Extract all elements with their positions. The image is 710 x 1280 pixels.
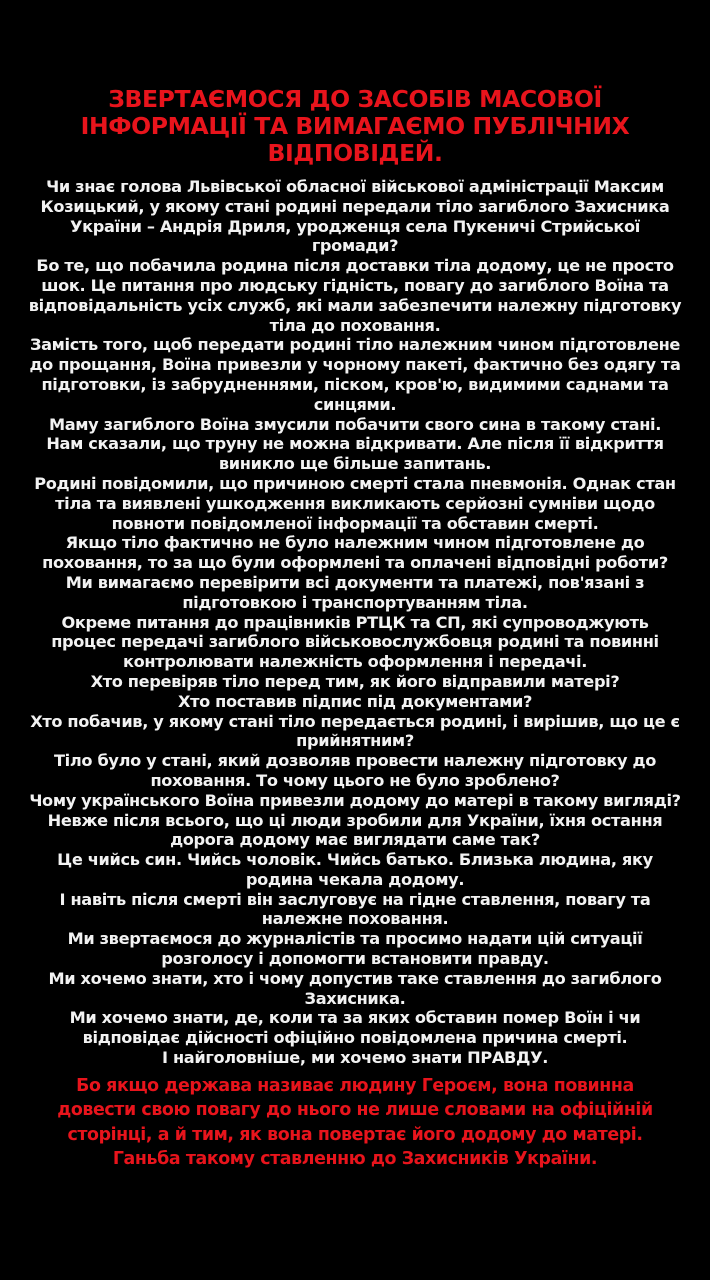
body-line: підготовкою і транспортуванням тіла. bbox=[182, 592, 528, 612]
body-line: Захисника. bbox=[304, 988, 406, 1008]
body-line: Чому українського Воїна привезли додому до матері в такому вигляді? bbox=[29, 790, 681, 810]
body-line: шок. Це питання про людську гідність, повагу до загиблого Воїна та bbox=[41, 275, 669, 295]
body-line: Окреме питання до працівників РТЦК та СП, які супроводжують bbox=[61, 612, 649, 632]
body-line: розголосу і допомогти встановити правду. bbox=[161, 949, 549, 969]
body-line: Козицький, у якому стані родині передали тіло загиблого Захисника bbox=[40, 196, 670, 216]
closing-line: довести свою повагу до нього не лише словами на офіційній bbox=[57, 1100, 653, 1121]
body-line: І найголовніше, ми хочемо знати ПРАВДУ. bbox=[162, 1048, 548, 1068]
body-line: Ми звертаємося до журналістів та просимо надати цій ситуації bbox=[67, 929, 643, 949]
appeal-body bbox=[14, 177, 696, 1068]
body-line: Чи знає голова Львівської обласної військової адміністрації Максим bbox=[46, 177, 664, 196]
body-line: дорога додому має виглядати саме так? bbox=[170, 830, 540, 850]
body-line: Нам сказали, що труну не можна відкривати. Але після її відкриття bbox=[46, 434, 664, 454]
body-line: синцями. bbox=[313, 394, 397, 414]
body-line: Невже після всього, що ці люди зробили для України, їхня остання bbox=[47, 810, 663, 830]
body-line: Хто побачив, у якому стані тіло передається родині, і вирішив, що це є bbox=[30, 711, 680, 731]
body-line: Хто поставив підпис під документами? bbox=[177, 691, 533, 711]
body-line: відповідальність усіх служб, які мали забезпечити належну підготовку bbox=[28, 295, 682, 315]
appeal-closing bbox=[14, 1074, 696, 1172]
body-line: належне поховання. bbox=[261, 909, 449, 929]
body-line: Родині повідомили, що причиною смерті стала пневмонія. Однак стан bbox=[34, 473, 676, 493]
body-line: Замість того, щоб передати родині тіло належним чином підготовлене bbox=[29, 335, 681, 355]
heading-line: ВІДПОВІДЕЙ. bbox=[267, 139, 443, 167]
body-line: Бо те, що побачила родина після доставки тіла додому, це не просто bbox=[36, 256, 674, 276]
body-line: підготовки, із забрудненнями, піском, кров'ю, видимими саднами та bbox=[41, 374, 669, 394]
body-line: виникло ще більше запитань. bbox=[218, 454, 492, 474]
body-line: поховання, то за що були оформлені та оплачені відповідні роботи? bbox=[42, 553, 668, 573]
closing-line: Бо якщо держава називає людину Героєм, вона повинна bbox=[76, 1075, 634, 1096]
body-line: процес передачі загиблого військовослужбовця родині та повинні bbox=[51, 632, 659, 652]
body-line: відповідає дійсності офіційно повідомлена причина смерті. bbox=[82, 1028, 628, 1048]
body-line: Хто перевіряв тіло перед тим, як його відправили матері? bbox=[90, 671, 620, 691]
body-line: громади? bbox=[311, 236, 399, 256]
closing-line: Ганьба такому ставленню до Захисників України. bbox=[112, 1149, 598, 1170]
body-line: поховання. То чому цього не було зроблено? bbox=[150, 770, 560, 790]
body-line: контролювати належність оформлення і передачі. bbox=[122, 652, 588, 672]
body-line: Це чийсь син. Чийсь чоловік. Чийсь батько. Близька людина, яку bbox=[57, 850, 653, 870]
heading-line: ЗВЕРТАЄМОСЯ ДО ЗАСОБІВ МАСОВОЇ bbox=[108, 85, 602, 113]
body-line: Якщо тіло фактично не було належним чином підготовлене до bbox=[65, 533, 645, 553]
body-line: І навіть після смерті він заслуговує на гідне ставлення, повагу та bbox=[59, 889, 651, 909]
body-line: прийнятним? bbox=[296, 731, 414, 751]
body-line: до прощання, Воїна привезли у чорному пакеті, фактично без одягу та bbox=[29, 355, 681, 375]
body-line: родина чекала додому. bbox=[245, 869, 465, 889]
body-line: Ми хочемо знати, де, коли та за яких обставин помер Воїн і чи bbox=[69, 1008, 641, 1028]
body-line: тіла до поховання. bbox=[269, 315, 441, 335]
closing-line: сторінці, а й тим, як вона повертає його додому до матері. bbox=[67, 1124, 643, 1145]
body-line: Ми хочемо знати, хто і чому допустив таке ставлення до загиблого bbox=[48, 968, 662, 988]
body-line: тіла та виявлені ушкодження викликають серйозні сумніви щодо bbox=[55, 493, 655, 513]
heading-line: ІНФОРМАЦІЇ ТА ВИМАГАЄМО ПУБЛІЧНИХ bbox=[80, 112, 630, 140]
body-line: України – Андрія Дриля, уродженця села Пукеничі Стрийської bbox=[70, 216, 640, 236]
body-line: Маму загиблого Воїна змусили побачити свого сина в такому стані. bbox=[48, 414, 662, 434]
body-line: повноти повідомленої інформації та обставин смерті. bbox=[111, 513, 599, 533]
body-line: Ми вимагаємо перевірити всі документи та платежі, пов'язані з bbox=[65, 572, 645, 592]
appeal-heading bbox=[14, 86, 696, 167]
body-line: Тіло було у стані, який дозволяв провести належну підготовку до bbox=[53, 751, 656, 771]
